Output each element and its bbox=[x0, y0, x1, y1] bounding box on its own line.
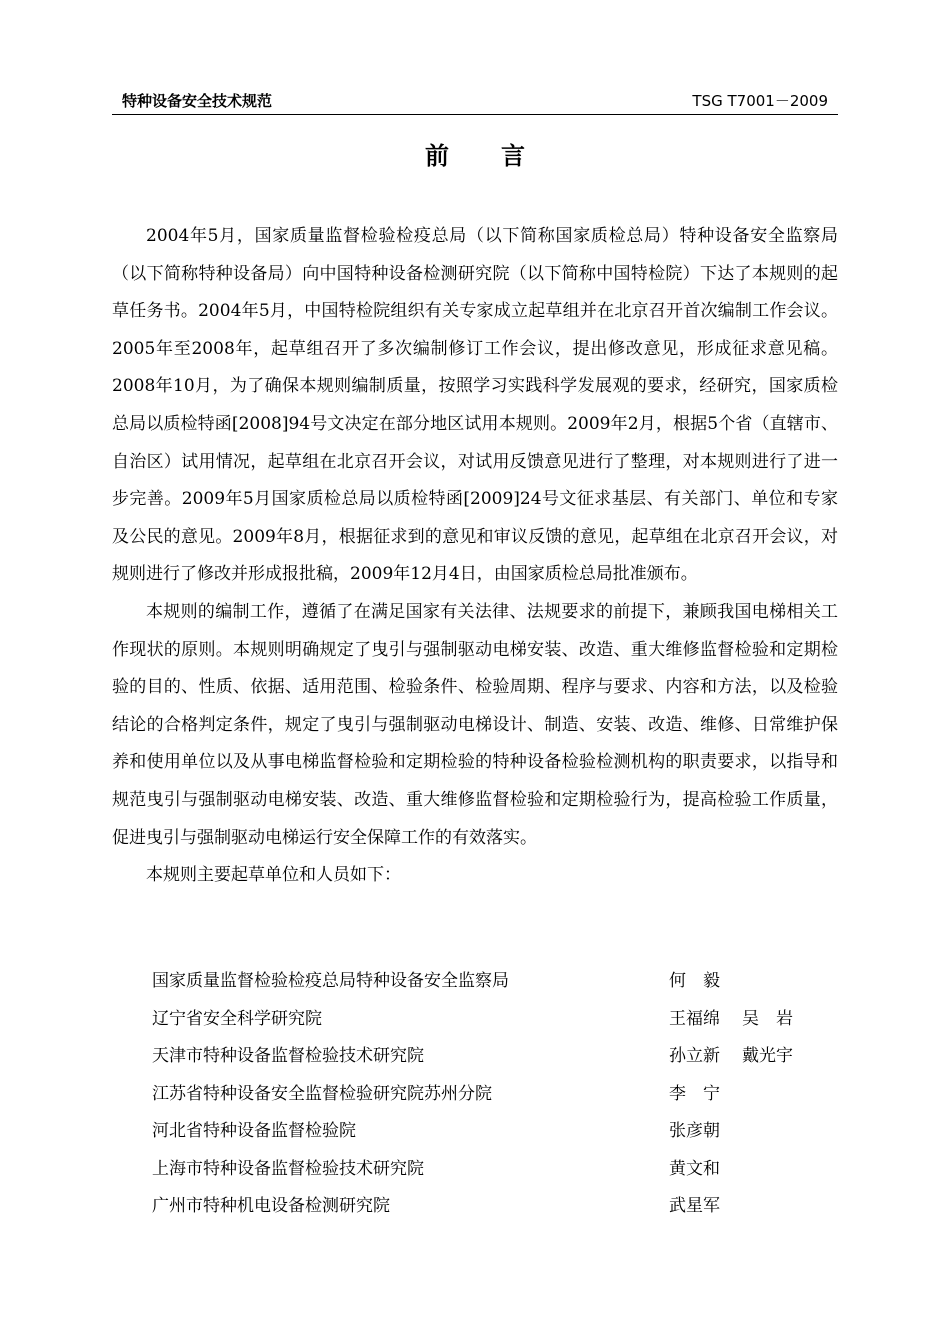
drafter-row bbox=[152, 1004, 832, 1042]
drafter-unit: 国家质量监督检验检疫总局特种设备安全监察局 bbox=[152, 971, 509, 991]
drafter-unit: 广州市特种机电设备检测研究院 bbox=[152, 1196, 390, 1216]
drafter-name: 张彦朝 bbox=[669, 1121, 720, 1141]
drafter-people bbox=[669, 1154, 742, 1179]
section-title: 前言 bbox=[425, 142, 577, 170]
paragraph-drafters-intro: 本规则主要起草单位和人员如下： bbox=[146, 865, 401, 886]
body-text bbox=[112, 218, 838, 895]
drafter-name: 何 毅 bbox=[669, 971, 720, 991]
drafter-unit: 江苏省特种设备安全监督检验研究院苏州分院 bbox=[152, 1083, 492, 1104]
page-header bbox=[112, 88, 838, 115]
drafter-people bbox=[669, 1004, 815, 1029]
drafter-name: 吴 岩 bbox=[742, 1008, 793, 1029]
header-series-title: 特种设备安全技术规范 bbox=[122, 92, 273, 110]
drafter-unit: 天津市特种设备监督检验技术研究院 bbox=[152, 1046, 424, 1066]
drafter-row bbox=[152, 1154, 832, 1192]
drafter-name: 李 宁 bbox=[669, 1083, 720, 1104]
paragraph-principles: 本规则的编制工作，遵循了在满足国家有关法律、法规要求的前提下，兼顾我国电梯相关工作现状的原则。本规则明确规定了曳引与强制驱动电梯安装、改造、重大维修监督检验和定期检验的目的、性质、依据、适用范围、检验条件、检验周期、程序与要求、内容和方法，以及检验结论的合格判定条件，规定了曳引与强制驱动电梯设计、制造、安装、改造、维修、日常维护保养和使用单位以及从事电梯监督检验和定期检验的特种设备检验检测机构的职责要求，以指导和规范曳引与强制驱动电梯安装、改造、重大维修监督检验和定期检验行为，提高检验工作质量，促进曳引与强制驱动电梯运行安全保障工作的有效落实。 bbox=[112, 601, 838, 848]
drafter-people bbox=[669, 1191, 742, 1216]
drafter-row bbox=[152, 1116, 832, 1154]
drafter-name: 戴光宇 bbox=[742, 1046, 793, 1066]
drafter-row bbox=[152, 1041, 832, 1079]
drafter-unit: 上海市特种设备监督检验技术研究院 bbox=[152, 1158, 424, 1179]
drafter-name: 孙立新 bbox=[669, 1046, 720, 1066]
drafter-people bbox=[669, 1041, 815, 1066]
paragraph-history: 2004年5月，国家质量监督检验检疫总局（以下简称国家质检总局）特种设备安全监察局（以下简称特种设备局）向中国特种设备检测研究院（以下简称中国特检院）下达了本规则的起草任务书。2004年5月，中国特检院组织有关专家成立起草组并在北京召开首次编制工作会议。2005年至2008年，起草组召开了多次编制修订工作会议，提出修改意见，形成征求意见稿。2008年10月，为了确保本规则编制质量，按照学习实践科学发展观的要求，经研究，国家质检总局以质检特函[2008]94号文决定在部分地区试用本规则。2009年2月，根据5个省（直辖市、自治区）试用情况，起草组在北京召开会议，对试用反馈意见进行了整理，对本规则进行了进一步完善。2009年5月国家质检总局以质检特函[2009]24号文征求基层、有关部门、单位和专家及公民的意见。2009年8月，根据征求到的意见和审议反馈的意见，起草组在北京召开会议，对规则进行了修改并形成报批稿，2009年12月4日，由国家质检总局批准颁布。 bbox=[112, 226, 838, 585]
drafter-unit: 辽宁省安全科学研究院 bbox=[152, 1008, 322, 1029]
drafter-people bbox=[669, 966, 742, 991]
drafter-row bbox=[152, 1079, 832, 1117]
drafter-name: 王福绵 bbox=[669, 1008, 720, 1029]
drafter-unit: 河北省特种设备监督检验院 bbox=[152, 1121, 356, 1141]
drafter-name: 黄文和 bbox=[669, 1158, 720, 1179]
drafter-row bbox=[152, 1191, 832, 1229]
drafter-people bbox=[669, 1116, 742, 1141]
header-standard-code: TSG T7001－2009 bbox=[692, 92, 828, 110]
drafter-name: 武星军 bbox=[669, 1196, 720, 1216]
drafter-people bbox=[669, 1079, 742, 1104]
drafter-row bbox=[152, 966, 832, 1004]
drafter-list bbox=[152, 966, 832, 1229]
